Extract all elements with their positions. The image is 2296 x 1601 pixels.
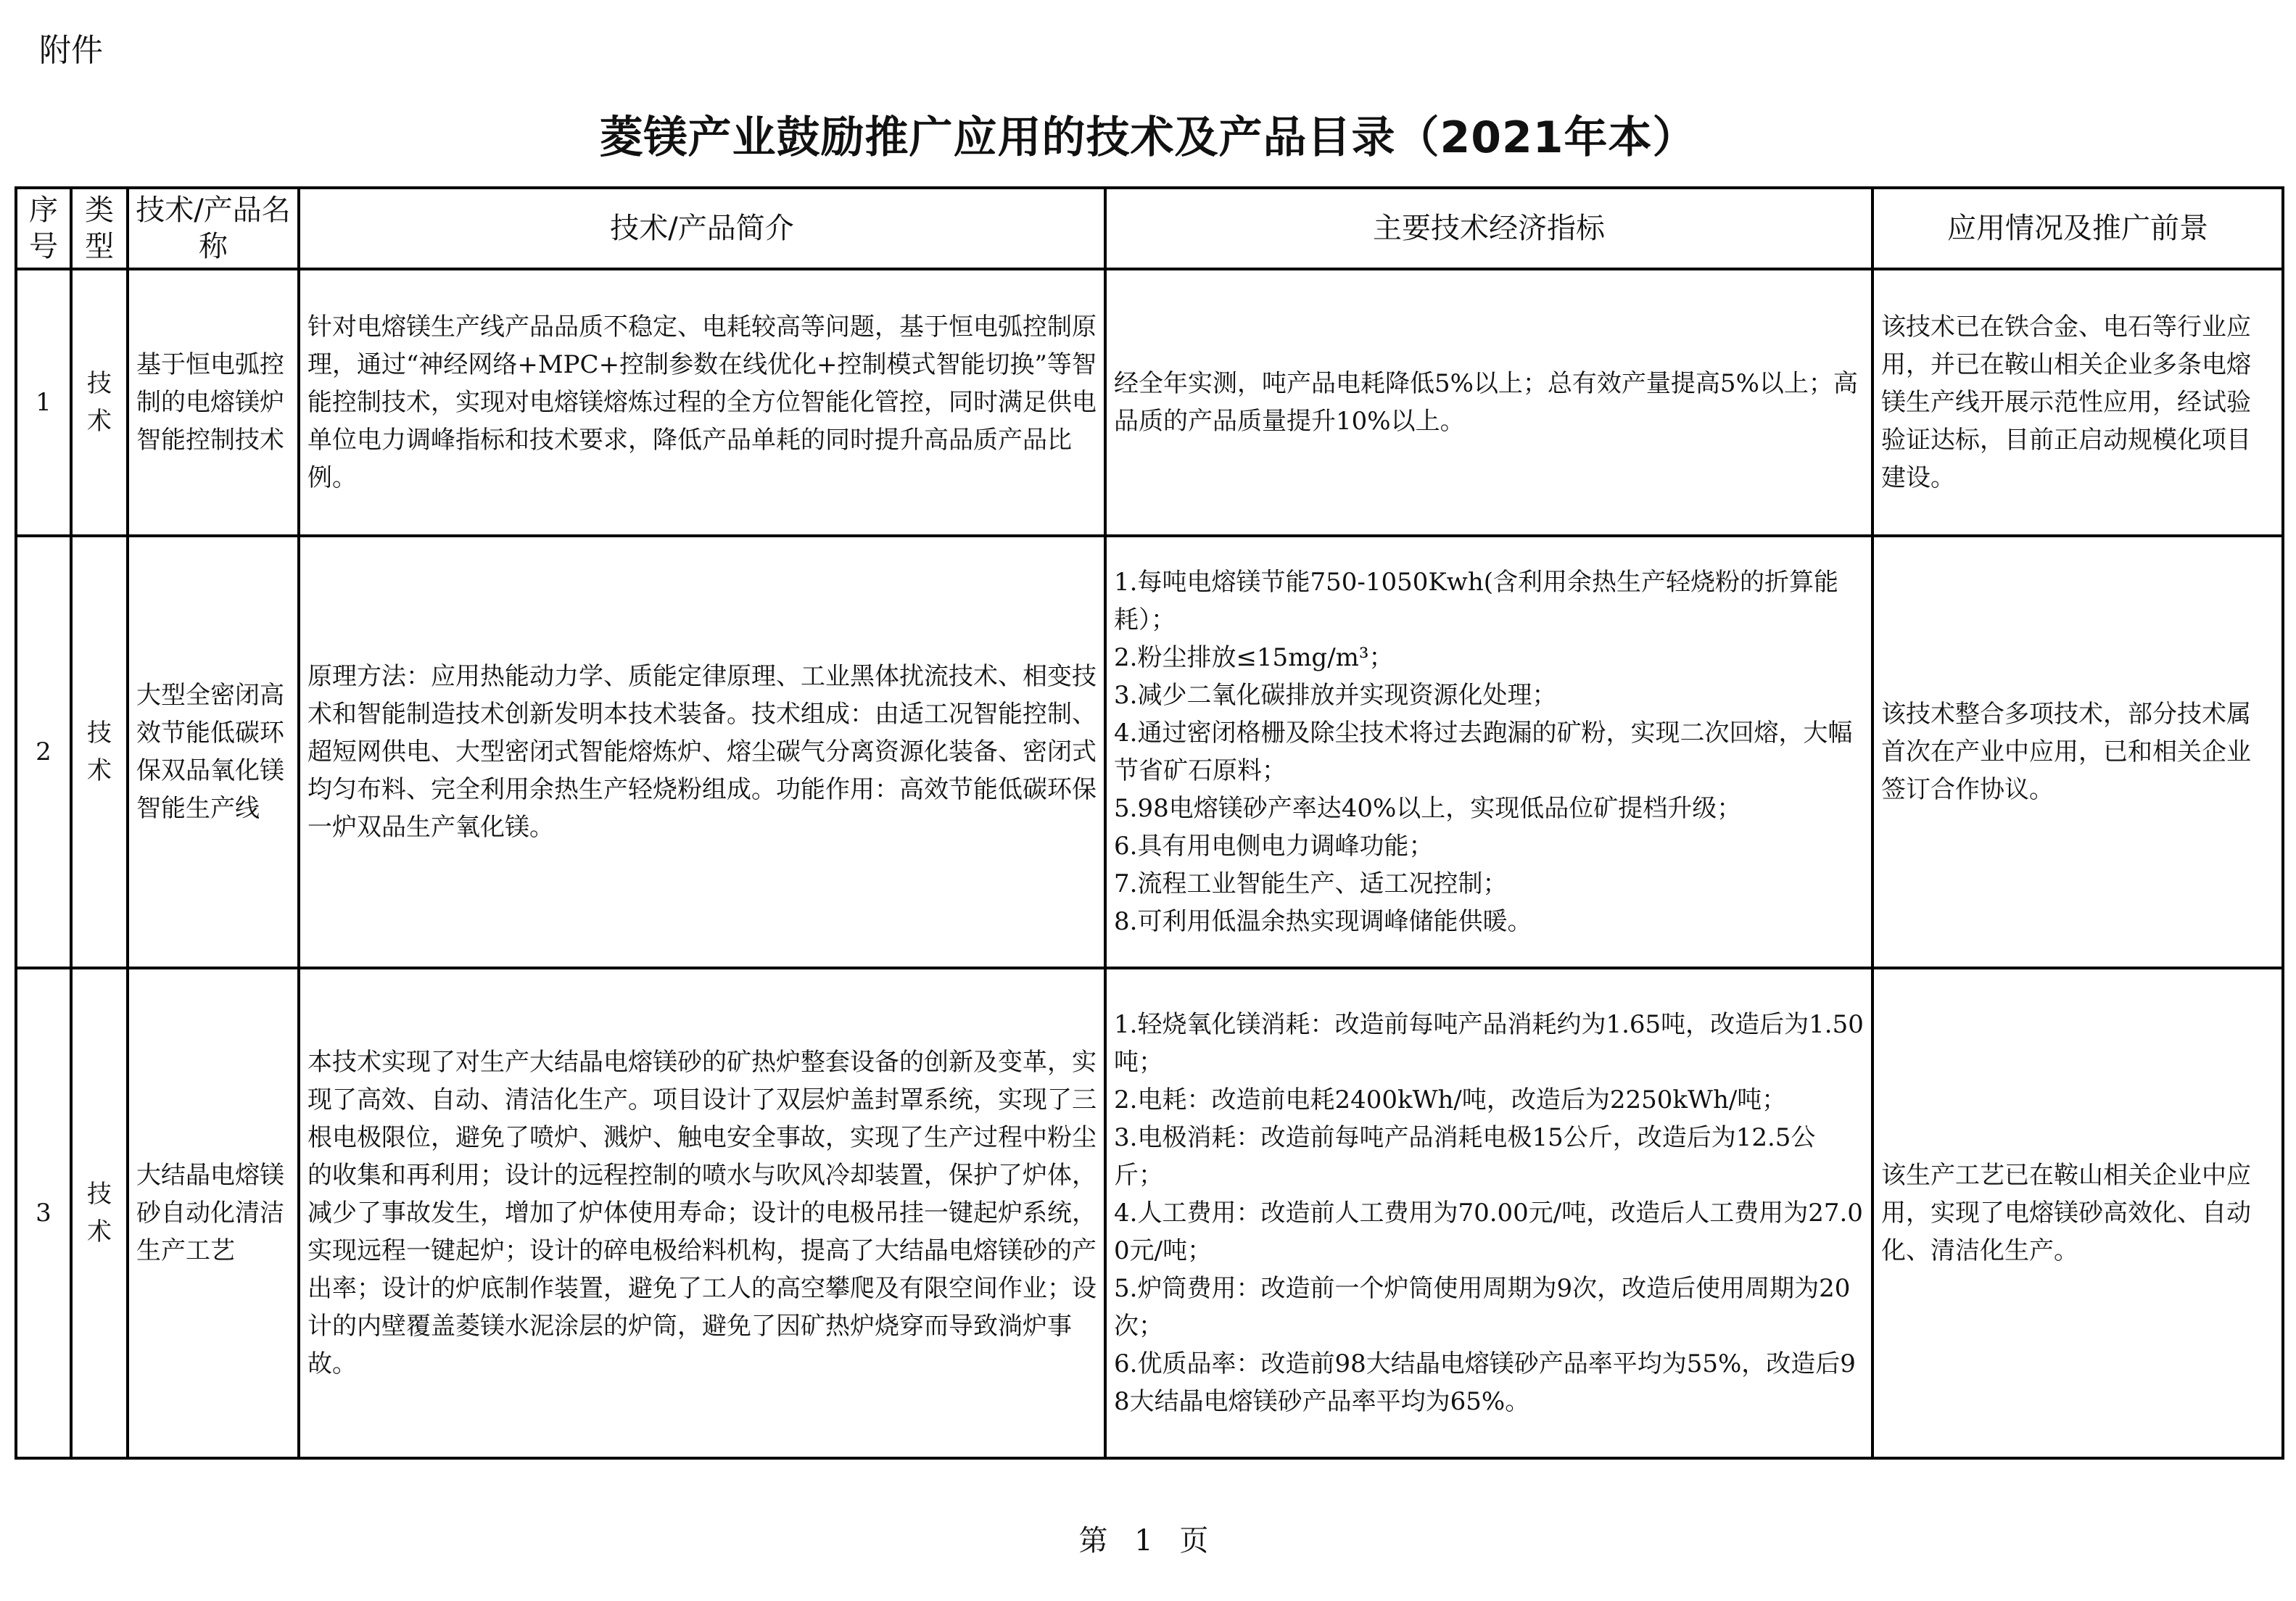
indicator-line: 4.通过密闭格栅及除尘技术将过去跑漏的矿粉，实现二次回熔，大幅节省矿石原料； [1114,719,1853,785]
column-header-application: 应用情况及推广前景 [1872,188,2283,269]
document-title: 菱镁产业鼓励推广应用的技术及产品目录（2021年本） [599,112,1697,163]
column-header-no: 序号 [16,188,71,269]
indicator-line: 1.每吨电熔镁节能750-1050Kwh(含利用余热生产轻烧粉的折算能耗）； [1114,568,1839,634]
column-header-type: 类型 [71,188,128,269]
indicator-line: 6.优质品率：改造前98大结晶电熔镁砂产品率平均为55%，改造后98大结晶电熔镁砂产品率平均为65%。 [1114,1349,1856,1416]
row-name: 大结晶电熔镁砂自动化清洁生产工艺 [128,968,299,1458]
row-type: 技术 [71,536,128,968]
indicator-line: 6.具有用电侧电力调峰功能； [1114,832,1434,861]
indicator-line: 4.人工费用：改造前人工费用为70.00元/吨，改造后人工费用为27.00元/吨； [1114,1199,1863,1265]
indicator-line: 5.炉筒费用：改造前一个炉筒使用周期为9次，改造后使用周期为20次； [1114,1274,1851,1341]
column-header-indicators: 主要技术经济指标 [1105,188,1872,269]
indicator-line: 7.流程工业智能生产、适工况控制； [1114,869,1508,898]
row-intro: 原理方法：应用热能动力学、质能定律原理、工业黑体扰流技术、相变技术和智能制造技术创新发明本技术装备。技术组成：由适工况智能控制、超短网供电、大型密闭式智能熔炼炉、熔尘碳气分离资源化装备、密闭式均匀布料、完全利用余热生产轻烧粉组成。功能作用：高效节能低碳环保一炉双品生产氧化镁。 [299,536,1105,968]
column-header-name: 技术/产品名称 [128,188,299,269]
table-row [16,536,2283,968]
indicator-line: 3.减少二氧化碳排放并实现资源化处理； [1114,681,1557,710]
indicator-line: 5.98电熔镁砂产率达40%以上，实现低品位矿提档升级； [1114,794,1742,823]
indicator-line: 8.可利用低温余热实现调峰储能供暖。 [1114,907,1532,936]
row-indicators [1105,968,1872,1458]
table-header-row [16,188,2283,269]
indicator-line: 2.电耗：改造前电耗2400kWh/吨，改造后为2250kWh/吨； [1114,1085,1787,1114]
row-type: 技术 [71,269,128,536]
row-application: 该生产工艺已在鞍山相关企业中应用，实现了电熔镁砂高效化、自动化、清洁化生产。 [1872,968,2283,1458]
table-row [16,269,2283,536]
row-name: 大型全密闭高效节能低碳环保双品氧化镁智能生产线 [128,536,299,968]
indicator-line: 经全年实测，吨产品电耗降低5%以上；总有效产量提高5%以上；高品质的产品质量提升10%以上。 [1114,369,1858,436]
page-number: 第 1 页 [1078,1524,1218,1557]
row-indicators [1105,536,1872,968]
row-intro: 针对电熔镁生产线产品品质不稳定、电耗较高等问题，基于恒电弧控制原理，通过“神经网络+MPC+控制参数在线优化+控制模式智能切换”等智能控制技术，实现对电熔镁熔炼过程的全方位智能化管控，同时满足供电单位电力调峰指标和技术要求，降低产品单耗的同时提升高品质产品比例。 [299,269,1105,536]
row-number: 3 [16,968,71,1458]
indicator-line: 2.粉尘排放≤15mg/m³； [1114,643,1394,672]
row-number: 1 [16,269,71,536]
row-name: 基于恒电弧控制的电熔镁炉智能控制技术 [128,269,299,536]
row-number: 2 [16,536,71,968]
row-type: 技术 [71,968,128,1458]
attachment-label: 附件 [39,32,103,69]
catalog-table [15,186,2284,1460]
row-intro: 本技术实现了对生产大结晶电熔镁砂的矿热炉整套设备的创新及变革，实现了高效、自动、清洁化生产。项目设计了双层炉盖封罩系统，实现了三根电极限位，避免了喷炉、溅炉、触电安全事故，实现了生产过程中粉尘的收集和再利用；设计的远程控制的喷水与吹风冷却装置，保护了炉体，减少了事故发生，增加了炉体使用寿命；设计的电极吊挂一键起炉系统，实现远程一键起炉；设计的碎电极给料机构，提高了大结晶电熔镁砂的产出率；设计的炉底制作装置，避免了工人的高空攀爬及有限空间作业；设计的内壁覆盖菱镁水泥涂层的炉筒，避免了因矿热炉烧穿而导致淌炉事故。 [299,968,1105,1458]
indicator-line: 3.电极消耗：改造前每吨产品消耗电极15公斤，改造后为12.5公斤； [1114,1123,1816,1190]
column-header-intro: 技术/产品简介 [299,188,1105,269]
table-row [16,968,2283,1458]
indicator-line: 1.轻烧氧化镁消耗：改造前每吨产品消耗约为1.65吨，改造后为1.50吨； [1114,1010,1864,1077]
row-application: 该技术已在铁合金、电石等行业应用，并已在鞍山相关企业多条电熔镁生产线开展示范性应用，经试验验证达标，目前正启动规模化项目建设。 [1872,269,2283,536]
row-indicators [1105,269,1872,536]
row-application: 该技术整合多项技术，部分技术属首次在产业中应用，已和相关企业签订合作协议。 [1872,536,2283,968]
